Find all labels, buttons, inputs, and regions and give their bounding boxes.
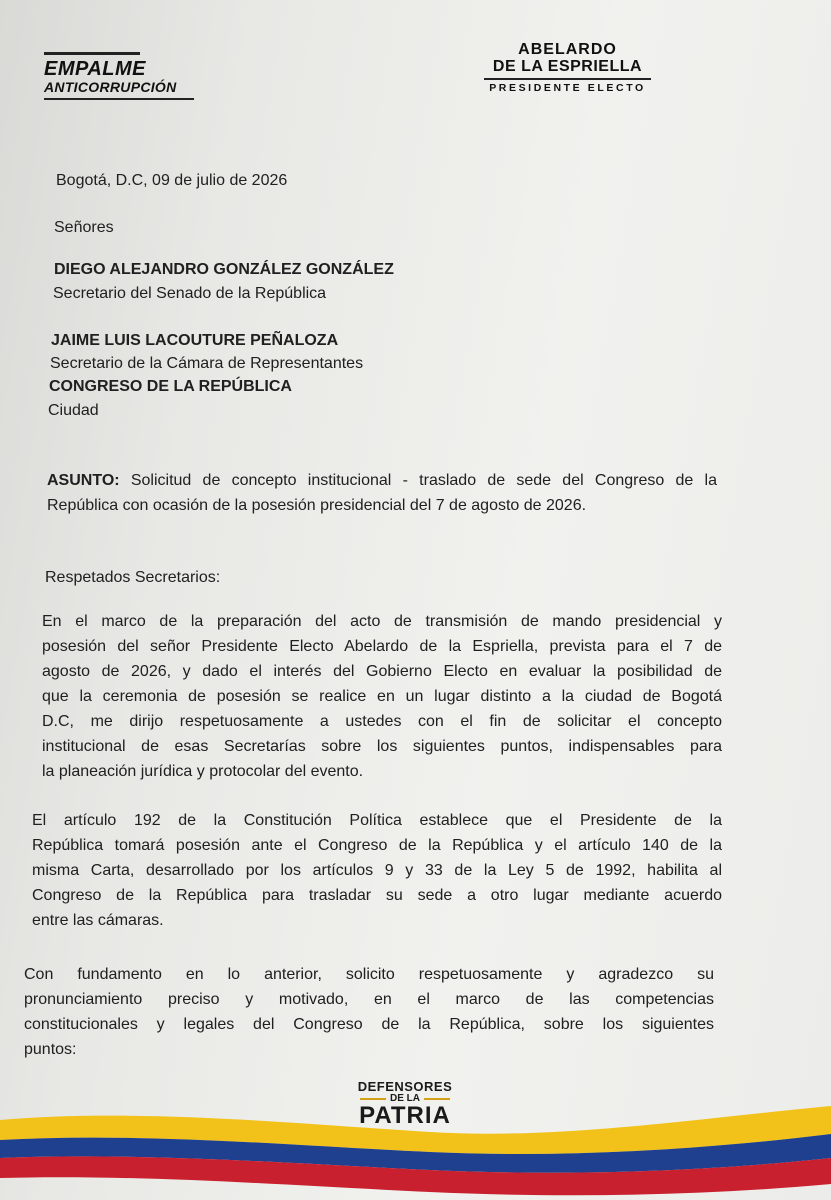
p3-line: constitucionales y legales del Congreso de la República, sobre los siguientes [24, 1016, 714, 1033]
presidente-electo-logo [480, 42, 655, 94]
defensores-de-la-patria-logo [340, 1080, 470, 1128]
p2-line: entre las cámaras. [32, 912, 164, 929]
subject-block [47, 468, 717, 518]
footer-logo-rule-right [424, 1098, 450, 1100]
p1-line: agosto de 2026, y dado el interés del Gobierno Electo en evaluar la posibilidad de [42, 663, 722, 680]
logo-right-line2: DE LA ESPRIELLA [492, 58, 643, 75]
p1-line: D.C, me dirijo respetuosamente a ustedes con el fin de solicitar el concepto [42, 713, 722, 730]
footer-logo-line2: DE LA [390, 1093, 420, 1104]
logo-right-line1: ABELARDO [518, 41, 617, 58]
logo-left-line2: ANTICORRUPCIÓN [44, 79, 177, 95]
p3-line: pronunciamiento preciso y motivado, en el marco de las competencias [24, 991, 714, 1008]
recipient1-name: DIEGO ALEJANDRO GONZÁLEZ GONZÁLEZ [54, 261, 394, 278]
p2-line: Congreso de la República para trasladar su sede a otro lugar mediante acuerdo [32, 887, 722, 904]
paragraph-2 [32, 808, 722, 933]
logo-right-rule [484, 78, 651, 80]
institution-name: CONGRESO DE LA REPÚBLICA [49, 378, 292, 395]
logo-top-rule [44, 52, 140, 55]
p2-line: El artículo 192 de la Constitución Política establece que el Presidente de la [32, 812, 722, 829]
city-line: Ciudad [48, 402, 99, 419]
recipient2-name: JAIME LUIS LACOUTURE PEÑALOZA [51, 332, 339, 349]
p3-line: Con fundamento en lo anterior, solicito respetuosamente y agradezco su [24, 966, 714, 983]
empalme-anticorrupcion-logo [44, 52, 214, 100]
recipient1-title: Secretario del Senado de la República [53, 285, 327, 302]
footer-logo-line1: DEFENSORES [357, 1079, 453, 1094]
p1-line: institucional de esas Secretarías sobre los siguientes puntos, indispensables para [42, 738, 722, 755]
paragraph-1 [42, 609, 722, 784]
logo-bottom-rule [44, 98, 194, 100]
logo-right-line3: PRESIDENTE ELECTO [489, 82, 646, 94]
paragraph-3 [24, 962, 714, 1062]
p1-line: la planeación jurídica y protocolar del evento. [42, 763, 364, 780]
salutation-to: Señores [54, 219, 114, 236]
p1-line: En el marco de la preparación del acto de transmisión de mando presidencial y [42, 613, 722, 630]
logo-left-line1: EMPALME [44, 58, 147, 80]
subject-line1: Solicitud de concepto institucional - traslado de sede del Congreso de la [119, 472, 717, 489]
subject-line2: República con ocasión de la posesión presidencial del 7 de agosto de 2026. [47, 497, 587, 514]
p2-line: misma Carta, desarrollado por los artículos 9 y 33 de la Ley 5 de 1992, habilita al [32, 862, 722, 879]
p2-line: República tomará posesión ante el Congreso de la República y el artículo 140 de la [32, 837, 722, 854]
p1-line: posesión del señor Presidente Electo Abelardo de la Espriella, prevista para el 7 de [42, 638, 722, 655]
subject-label: ASUNTO: [47, 472, 120, 489]
greeting: Respetados Secretarios: [45, 569, 221, 586]
p1-line: que la ceremonia de posesión se realice en un lugar distinto a la ciudad de Bogotá [42, 688, 722, 705]
footer-logo-line3: PATRIA [359, 1102, 451, 1129]
place-date: Bogotá, D.C, 09 de julio de 2026 [56, 172, 288, 189]
footer-logo-rule-left [360, 1098, 386, 1100]
p3-line: puntos: [24, 1041, 77, 1058]
recipient2-title: Secretario de la Cámara de Representantes [50, 355, 364, 372]
